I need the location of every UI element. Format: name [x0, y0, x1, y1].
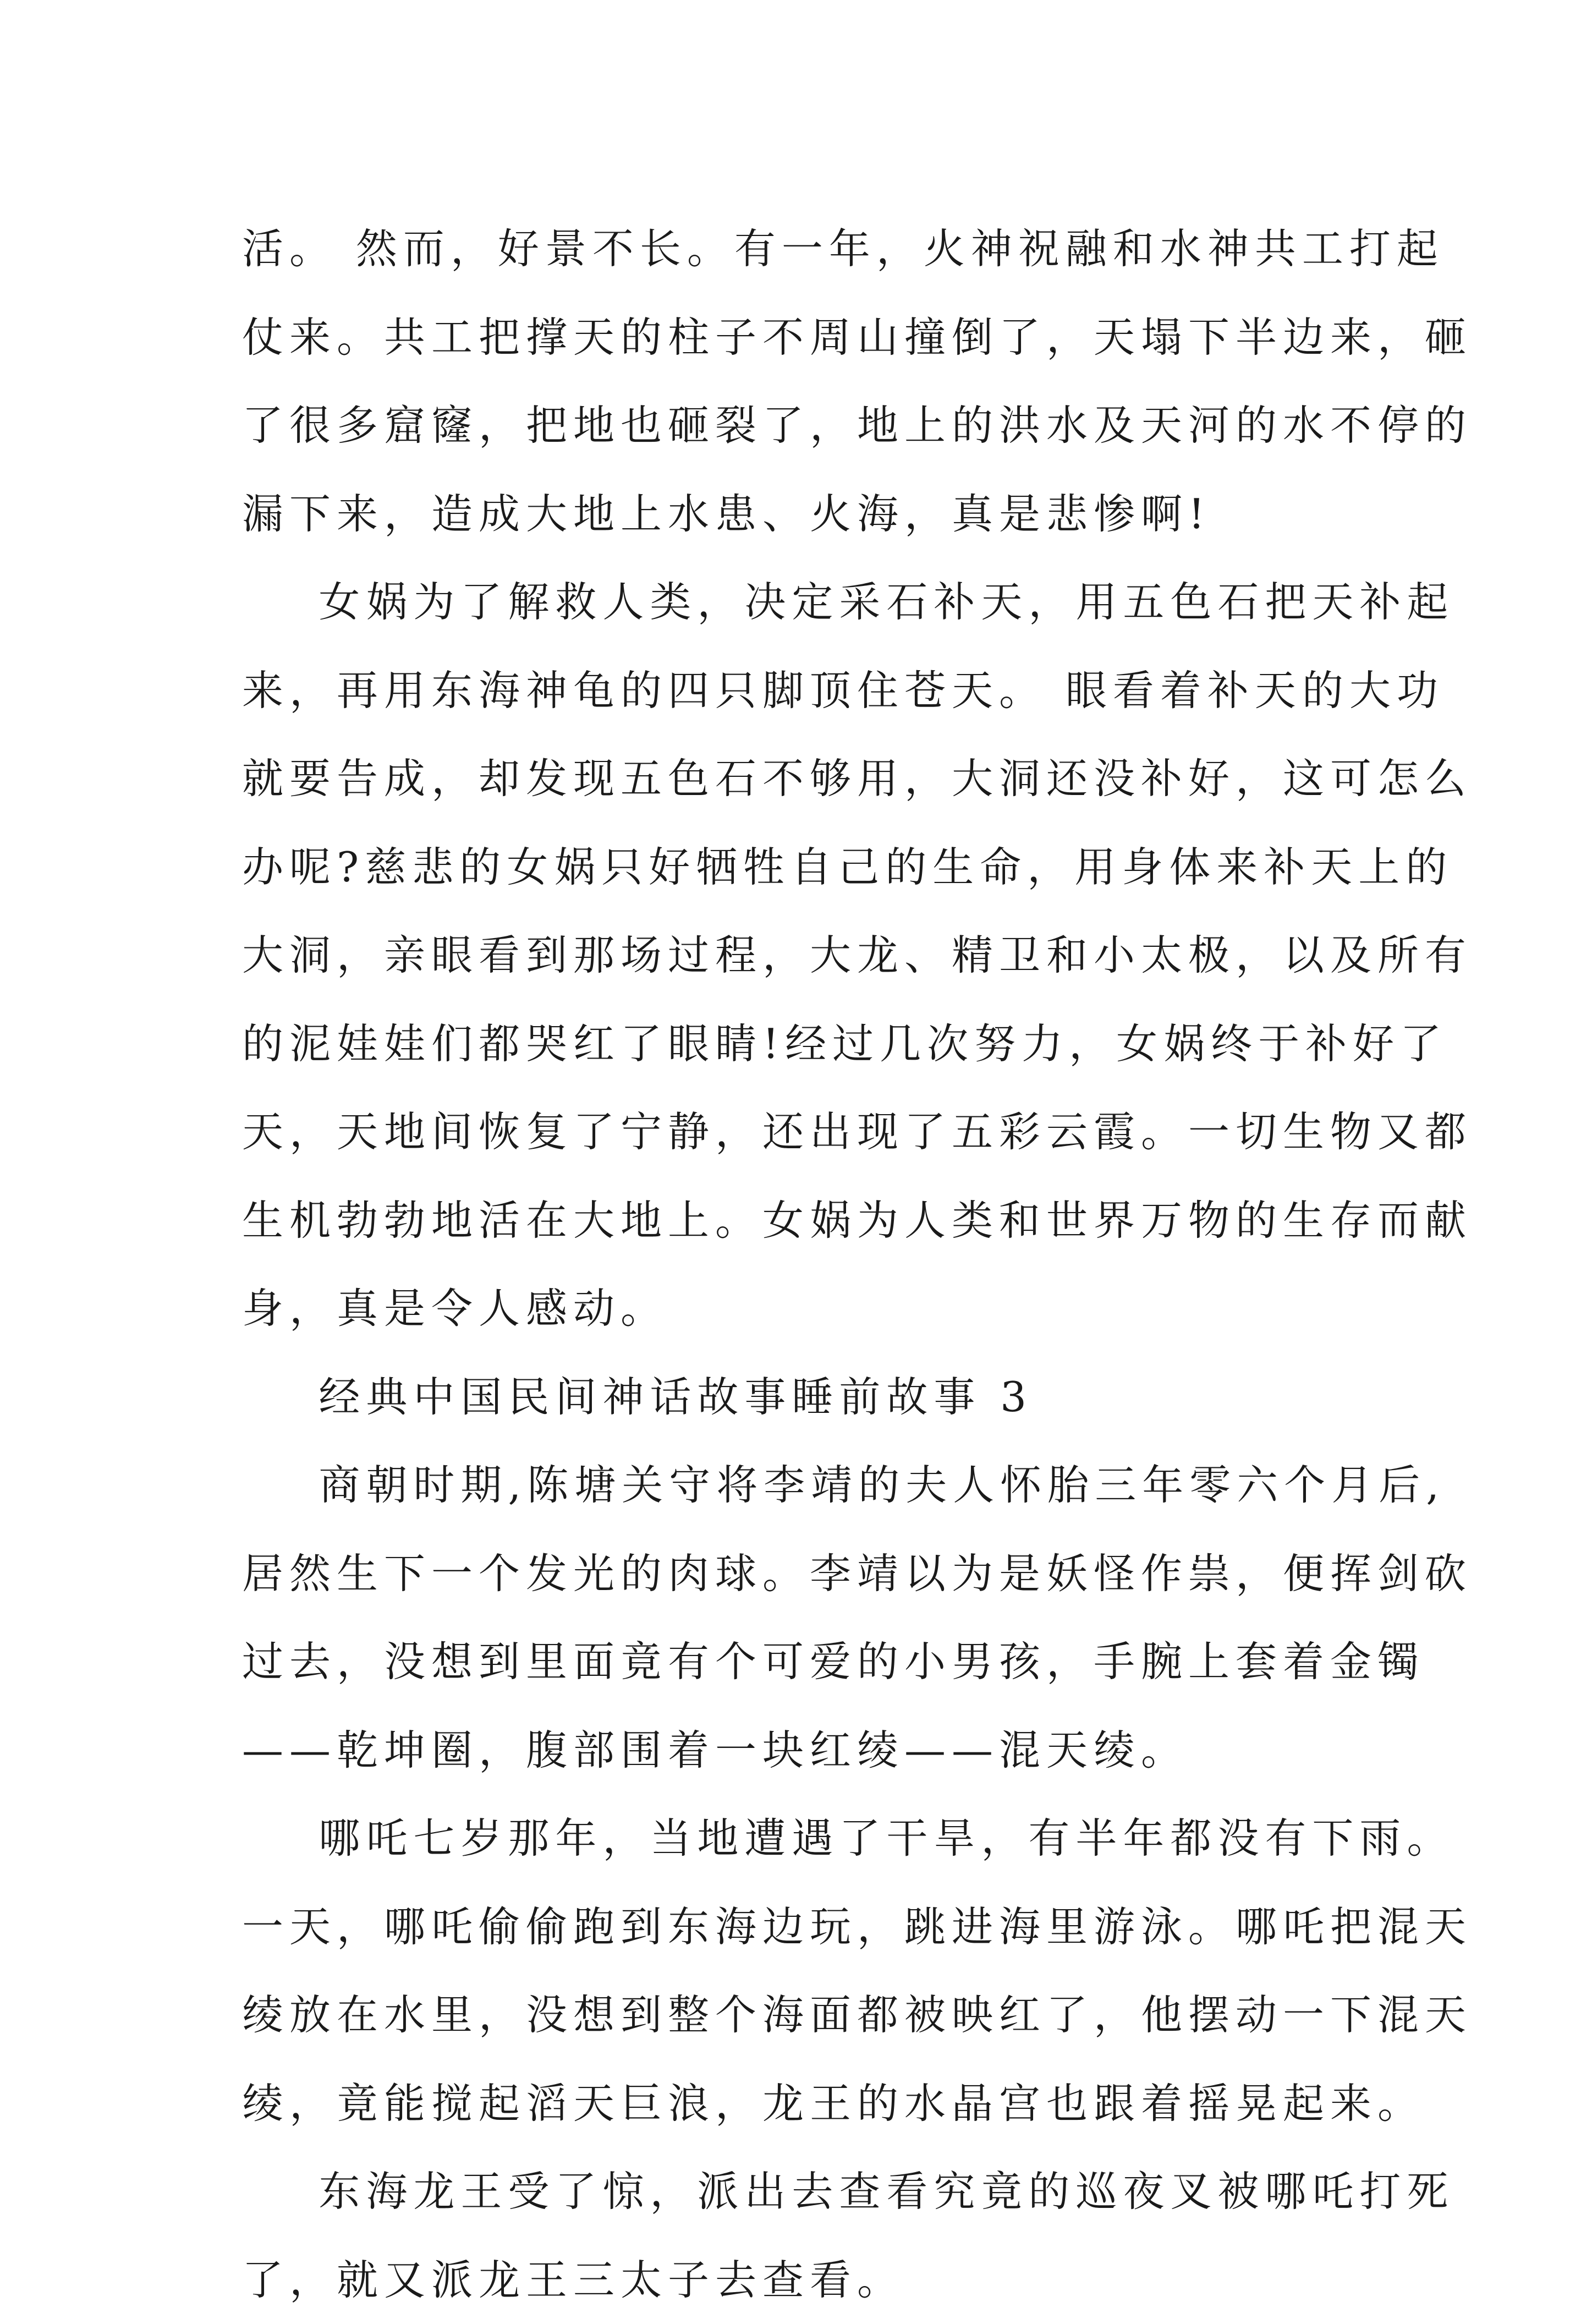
- text-line: 身，真是令人感动。: [242, 1264, 1364, 1353]
- text-line: 的泥娃娃们都哭红了眼睛!经过几次努力，女娲终于补好了: [242, 1000, 1364, 1088]
- text-line: 女娲为了解救人类，决定采石补天，用五色石把天补起: [242, 558, 1364, 646]
- paragraph-flood-disaster: [242, 205, 1364, 558]
- text-line: 办呢?慈悲的女娲只好牺牲自己的生命，用身体来补天上的: [242, 823, 1364, 912]
- text-line: 哪吒七岁那年，当地遭遇了干旱，有半年都没有下雨。: [242, 1794, 1364, 1883]
- text-line: 绫放在水里，没想到整个海面都被映红了，他摆动一下混天: [242, 1971, 1364, 2059]
- text-line: 过去，没想到里面竟有个可爱的小男孩，手腕上套着金镯: [242, 1618, 1364, 1706]
- document-body: [242, 205, 1364, 2324]
- text-line: 天，天地间恢复了宁静，还出现了五彩云霞。一切生物又都: [242, 1088, 1364, 1176]
- text-line: 商朝时期,陈塘关守将李靖的夫人怀胎三年零六个月后,: [242, 1441, 1364, 1530]
- text-line: 仗来。共工把撑天的柱子不周山撞倒了，天塌下半边来，砸: [242, 293, 1364, 382]
- heading-line: 经典中国民间神话故事睡前故事 3: [242, 1353, 1364, 1441]
- text-line: ——乾坤圈，腹部围着一块红绫——混天绫。: [242, 1706, 1364, 1795]
- text-line: 漏下来，造成大地上水患、火海，真是悲惨啊!: [242, 470, 1364, 558]
- paragraph-nezha-birth: [242, 1441, 1364, 1794]
- paragraph-dragon-king: [242, 2147, 1364, 2324]
- text-line: 一天，哪吒偷偷跑到东海边玩，跳进海里游泳。哪吒把混天: [242, 1883, 1364, 1971]
- text-line: 生机勃勃地活在大地上。女娲为人类和世界万物的生存而献: [242, 1176, 1364, 1265]
- text-line: 东海龙王受了惊，派出去查看究竟的巡夜叉被哪吒打死: [242, 2147, 1364, 2236]
- text-line: 来，再用东海神龟的四只脚顶住苍天。 眼看着补天的大功: [242, 646, 1364, 735]
- paragraph-nuwa-mends-sky: [242, 558, 1364, 1353]
- text-line: 活。 然而，好景不长。有一年，火神祝融和水神共工打起: [242, 205, 1364, 293]
- text-line: 居然生下一个发光的肉球。李靖以为是妖怪作祟，便挥剑砍: [242, 1530, 1364, 1618]
- text-line: 了，就又派龙王三太子去查看。: [242, 2236, 1364, 2324]
- section-heading: [242, 1353, 1364, 1441]
- paragraph-nezha-sea: [242, 1794, 1364, 2147]
- text-line: 绫，竟能搅起滔天巨浪，龙王的水晶宫也跟着摇晃起来。: [242, 2059, 1364, 2148]
- text-line: 了很多窟窿，把地也砸裂了，地上的洪水及天河的水不停的: [242, 381, 1364, 470]
- text-line: 就要告成，却发现五色石不够用，大洞还没补好，这可怎么: [242, 735, 1364, 823]
- text-line: 大洞，亲眼看到那场过程，大龙、精卫和小太极，以及所有: [242, 911, 1364, 1000]
